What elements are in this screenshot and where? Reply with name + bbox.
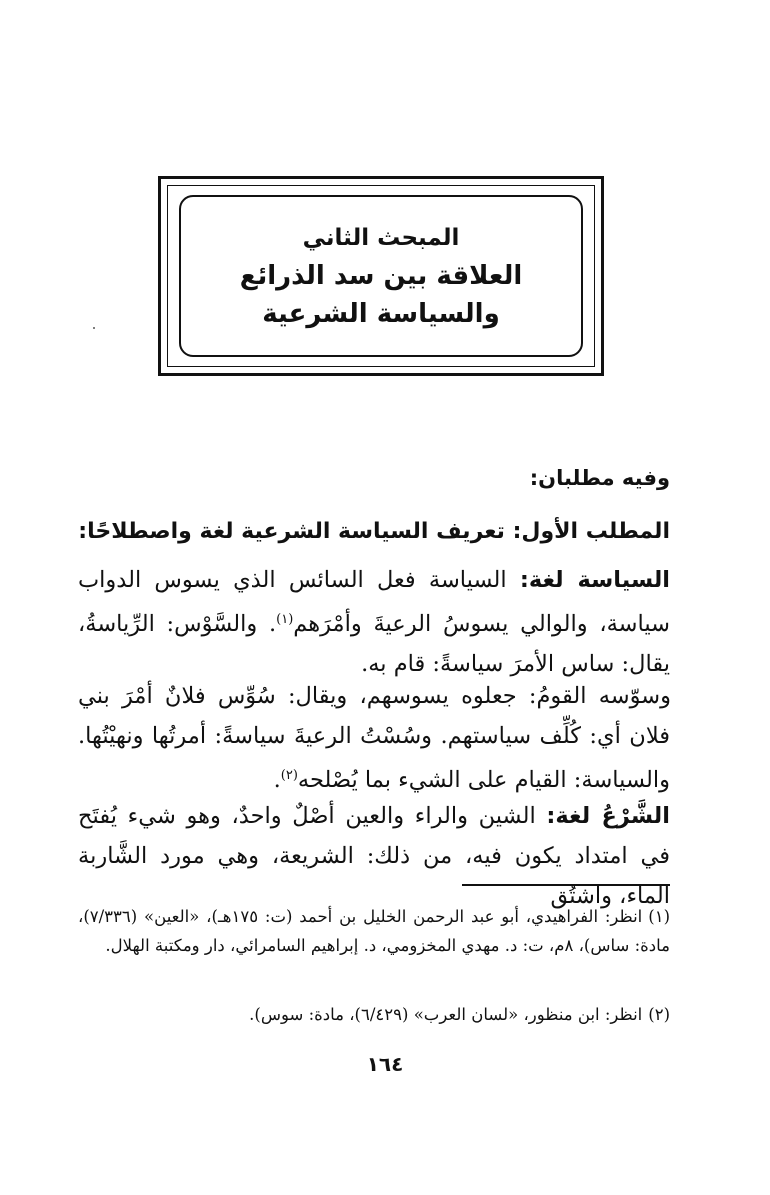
section-heading: المطلب الأول: تعريف السياسة الشرعية لغة واصطلاحًا: <box>78 519 670 544</box>
intro-line: وفيه مطلبان: <box>529 466 670 490</box>
paragraph-2 <box>78 676 670 800</box>
footnote-2-text: انظر: ابن منظور، «لسان العرب» (٦/٤٢٩)، مادة: سوس). <box>249 1005 643 1024</box>
title-frame <box>158 176 604 376</box>
paragraph-1-text: السياسة فعل السائس الذي يسوس الدواب سياسة، والوالي يسوسُ الرعيةَ وأمْرَهم <box>78 567 670 637</box>
title-line-1: المبحث الثاني <box>302 225 460 251</box>
footnote-2-number: (٢) <box>648 1005 670 1024</box>
chapter-title <box>161 219 601 333</box>
page-number: ١٦٤ <box>366 1052 404 1076</box>
title-line-3: والسياسة الشرعية <box>262 299 500 329</box>
footnote-1-text: انظر: الفراهيدي، أبو عبد الرحمن الخليل بن أحمد (ت: ١٧٥هـ)، «العين» (٧/٣٣٦)، مادة: ساس)، ٨م، ت: د. مهدي المخزومي، د. إبراهيم السامرائي، دار ومكتبة الهلال. <box>78 907 670 955</box>
paragraph-3-lead: الشَّرْعُ لغة: <box>546 803 670 829</box>
paragraph-2-text: وسوّسه القومُ: جعلوه يسوسهم، ويقال: سُوِّس فلانٌ أمْرَ بني فلان أي: كُلِّف سياستهم. وسُسْتُ الرعيةَ سياسةً: أمرتُها ونهيْتُها. والسياسة: القيام على الشيء بما يُصْلحه <box>78 683 671 793</box>
paragraph-3-text: الشين والراء والعين أصْلٌ واحدٌ، وهو شيء يُفتَح في امتداد يكون فيه، من ذلك: الشريعة، وهي مورد الشَّاربة الماء، واشتُق <box>78 803 670 909</box>
footnote-2 <box>78 1000 670 1029</box>
paragraph-1 <box>78 560 670 684</box>
paragraph-1-lead: السياسة لغة: <box>519 567 670 593</box>
paragraph-3 <box>78 796 670 916</box>
title-line-2: العلاقة بين سد الذرائع <box>239 261 523 291</box>
paragraph-1-tail: . والسَّوْس: الرِّياسةُ، يقال: ساس الأمرَ سياسةً: قام به. <box>78 611 670 677</box>
footnote-1 <box>78 902 670 960</box>
scan-speck <box>93 327 95 329</box>
paragraph-2-tail: . <box>273 767 281 793</box>
footnote-ref-2[interactable]: (٢) <box>280 768 298 783</box>
footnote-ref-1[interactable]: (١) <box>276 612 294 627</box>
footnote-1-number: (١) <box>648 907 670 926</box>
footnote-separator <box>462 884 670 886</box>
